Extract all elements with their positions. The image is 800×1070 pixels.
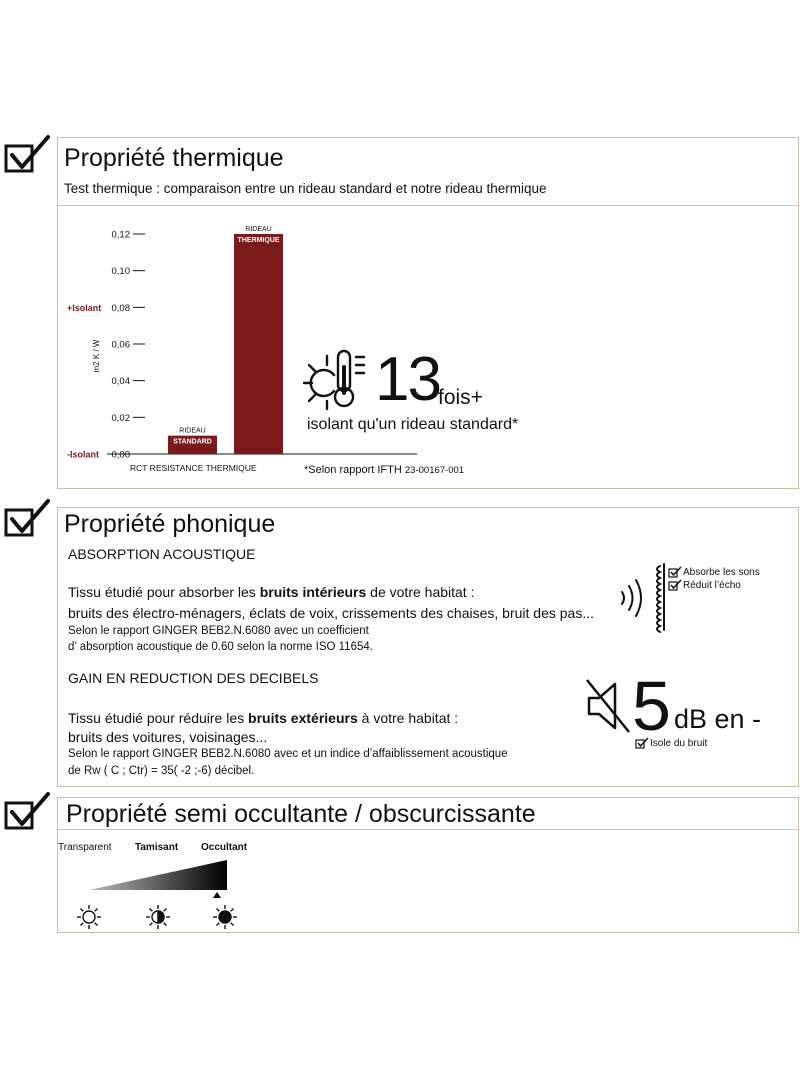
- absorption-line1-pre: Tissu étudié pour absorber les: [68, 584, 260, 600]
- y-tick-label: 0,02: [111, 412, 130, 424]
- thermal-stat-caption: isolant qu'un rideau standard*: [307, 416, 519, 433]
- y-tick-label: 0,10: [111, 266, 130, 278]
- sun-icon: [75, 903, 103, 931]
- reduction-line1-bold: bruits extérieurs: [248, 710, 358, 726]
- level-tamisant: Tamisant: [135, 842, 179, 853]
- badge-isolate-noise: Isole du bruit: [650, 738, 708, 749]
- thermal-stat-suffix: fois+: [438, 386, 483, 409]
- thermal-footnote-text: *Selon rapport IFTH: [304, 464, 402, 476]
- reduction-line1: [68, 710, 458, 726]
- reduction-heading: GAIN EN REDUCTION DES DECIBELS: [68, 670, 319, 686]
- level-transparent: Transparent: [58, 842, 112, 853]
- bar-label-bottom: STANDARD: [173, 438, 212, 446]
- decibel-stat-suffix: dB en -: [674, 704, 762, 734]
- reduction-line1-post: à votre habitat :: [357, 710, 459, 726]
- reduction-line4: de Rw ( C ; Ctr) = 35( -2 ;-6) décibel.: [68, 765, 255, 777]
- absorption-line1-post: de votre habitat :: [366, 584, 475, 600]
- bar-label-top: RIDEAU: [245, 226, 272, 233]
- bar-label-bottom: THERMIQUE: [237, 237, 280, 244]
- checkbox-check-icon: [635, 737, 649, 749]
- section-opacity-title: Propriété semi occultante / obscurcissante: [66, 800, 536, 828]
- y-axis-label: m2 K / W: [92, 339, 101, 373]
- absorption-line4: d’ absorption acoustique de 0.60 selon la norme ISO 11654.: [68, 641, 373, 653]
- absorption-line2: bruits des électro-ménagers, éclats de voix, crissements des chaises, bruit des pas...: [68, 605, 595, 621]
- absorption-line1-bold: bruits intérieurs: [259, 584, 367, 600]
- level-occultant: Occultant: [201, 842, 248, 853]
- section-thermal-subtitle: Test thermique : comparaison entre un rideau standard et notre rideau thermique: [64, 181, 547, 196]
- half-sun-icon: [144, 903, 172, 931]
- x-axis-label: RCT RESISTANCE THERMIQUE: [130, 463, 257, 473]
- checkbox-check-icon: [2, 790, 52, 832]
- y-tick-label: 0,08: [111, 302, 130, 314]
- checkbox-check-icon: [2, 497, 52, 539]
- y-tick-label: 0,06: [111, 339, 130, 351]
- selected-level-marker: [213, 892, 221, 898]
- thermal-footnote: [304, 464, 464, 476]
- dark-sun-icon: [211, 903, 239, 931]
- annotation-low: -Isolant: [67, 449, 100, 460]
- y-tick-label: 0,04: [111, 376, 130, 388]
- y-tick-label: 0,12: [111, 229, 130, 241]
- sound-waves-icon: [612, 562, 670, 634]
- checkbox-check-icon: [668, 579, 682, 591]
- thermal-footnote-ref: 23-00167-001: [404, 465, 465, 476]
- reduction-line3: Selon le rapport GINGER BEB2.N.6080 avec et un indice d’affaiblissement acoustique: [68, 748, 508, 760]
- annotation-high: +Isolant: [67, 302, 102, 313]
- decibel-stat-number: 5: [632, 667, 671, 745]
- section-thermal-title: Propriété thermique: [64, 144, 284, 172]
- bar-label-top: RIDEAU: [179, 427, 206, 435]
- speaker-muted-icon: [585, 676, 633, 736]
- thermometer-sun-icon: [300, 345, 372, 411]
- section-opacity-divider: [57, 829, 799, 830]
- reduction-line2: bruits des voitures, voisinages...: [68, 729, 268, 745]
- badge-absorb-sounds: Absorbe les sons: [683, 567, 760, 578]
- chart-bar: [234, 234, 283, 454]
- absorption-line3: Selon le rapport GINGER BEB2.N.6080 avec un coefficient: [68, 625, 369, 637]
- opacity-gradient-scale: [85, 858, 235, 900]
- checkbox-check-icon: [2, 133, 52, 175]
- thermal-stat-number: 13: [375, 345, 440, 414]
- section-phonic-title: Propriété phonique: [64, 510, 276, 538]
- badge-reduce-echo: Réduit l’écho: [683, 580, 741, 591]
- checkbox-check-icon: [668, 566, 682, 578]
- absorption-line1: [68, 584, 474, 600]
- y-tick-label: 0,00: [111, 449, 130, 461]
- reduction-line1-pre: Tissu étudié pour réduire les: [68, 710, 249, 726]
- absorption-heading: ABSORPTION ACOUSTIQUE: [68, 546, 256, 562]
